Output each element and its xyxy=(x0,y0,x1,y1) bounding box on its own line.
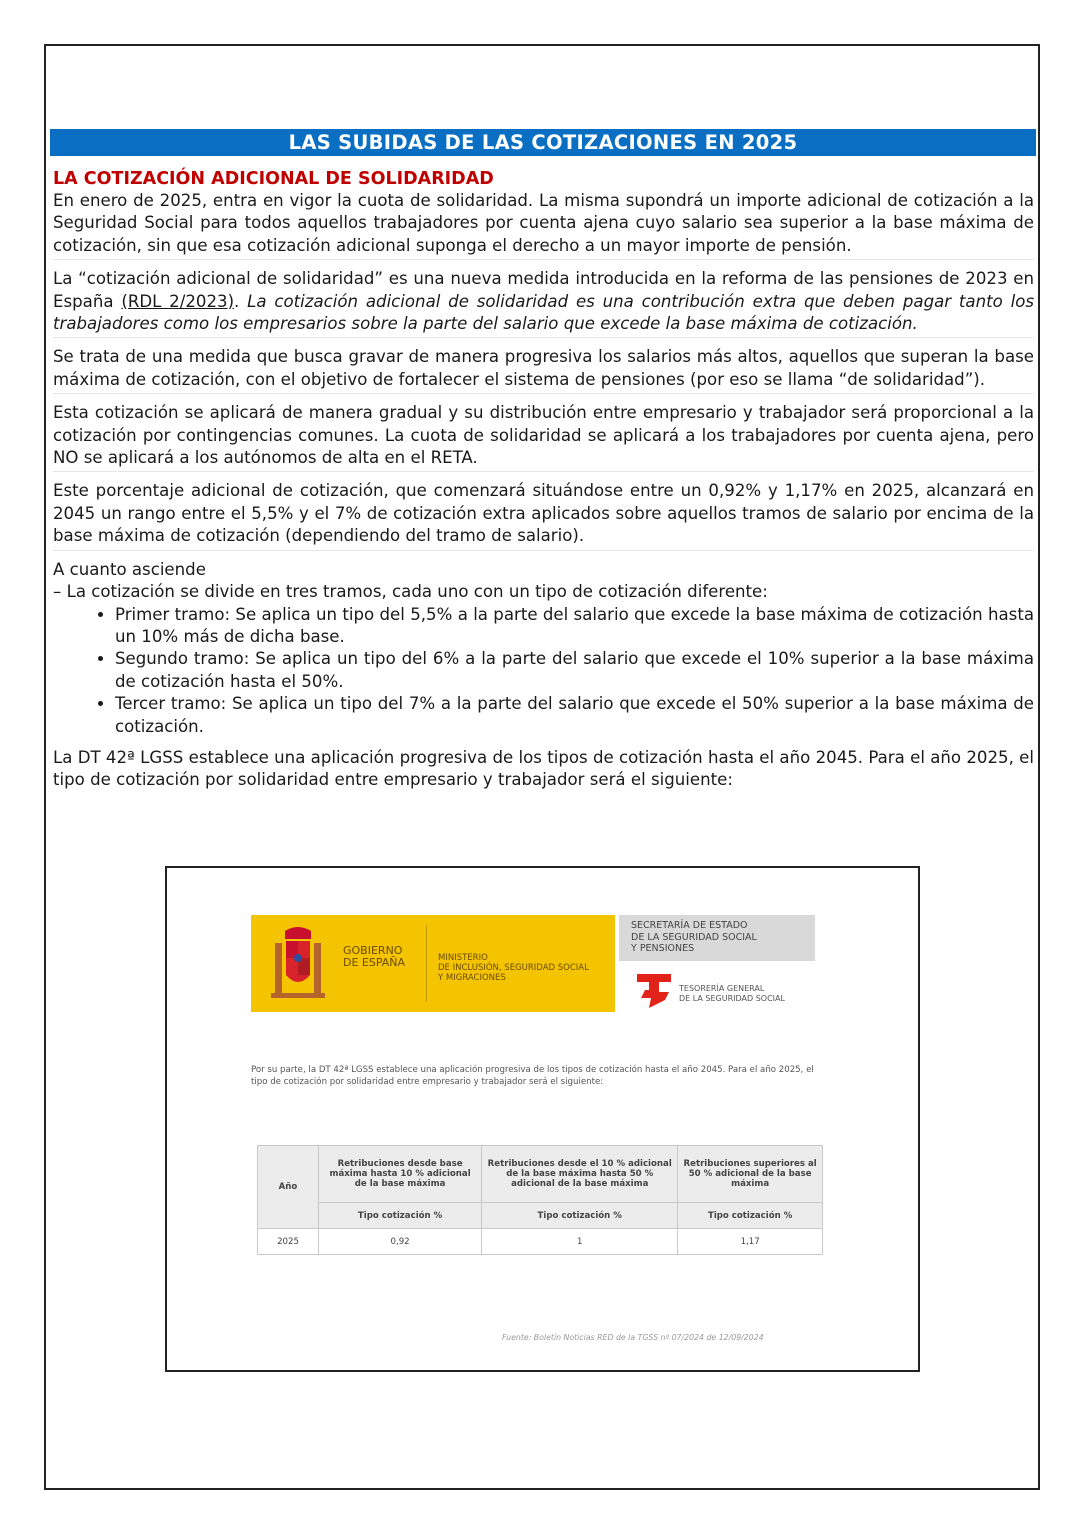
table-cell-value: 1 xyxy=(482,1229,678,1255)
table-subheader: Tipo cotización % xyxy=(319,1203,482,1229)
table-cell-year: 2025 xyxy=(258,1229,319,1255)
paragraph-intro: En enero de 2025, entra en vigor la cuota de solidaridad. La misma supondrá un importe adicional de cotización a la Seguridad Social para todos aquellos trabajadores por cuenta ajena cuyo salario sea superior a la base máxima de cotización, sin que esa cotización adicional suponga el derecho a un mayor importe de pensión. xyxy=(53,190,1034,260)
secretaria-block xyxy=(619,915,815,961)
tgss-figure xyxy=(165,866,920,1372)
gobierno-line: DE ESPAÑA xyxy=(343,956,406,969)
paragraph-distribution: Esta cotización se aplicará de manera gradual y su distribución entre empresario y trabajador será proporcional a la cotización por contingencias comunes. La cuota de solidaridad se aplicará a los trabajadores por cuenta ajena, pero NO se aplicará a los autónomos de alta en el RETA. xyxy=(53,402,1034,472)
table-header-tramo3: Retribuciones superiores al 50 % adicional de la base máxima xyxy=(678,1146,823,1203)
figure-source: Fuente: Boletín Noticias RED de la TGSS nº 07/2024 de 12/09/2024 xyxy=(502,1333,764,1342)
table-row xyxy=(258,1229,823,1255)
table-cell-value: 0,92 xyxy=(319,1229,482,1255)
page-banner: LAS SUBIDAS DE LAS COTIZACIONES EN 2025 xyxy=(50,129,1036,156)
tgss-logo xyxy=(635,968,815,1012)
tgss-label xyxy=(679,984,785,1004)
paragraph-definition xyxy=(53,268,1034,338)
gobierno-label xyxy=(343,945,405,969)
table-cell-value: 1,17 xyxy=(678,1229,823,1255)
gobierno-line: GOBIERNO xyxy=(343,944,403,957)
table-subheader: Tipo cotización % xyxy=(678,1203,823,1229)
secretaria-line: Y PENSIONES xyxy=(631,943,695,954)
gobierno-logo-block xyxy=(251,915,615,1012)
cotizacion-table xyxy=(257,1145,823,1255)
definition-sep: . xyxy=(234,291,248,311)
rdl-link[interactable]: (RDL 2/2023) xyxy=(121,291,235,311)
document-body xyxy=(50,129,1036,792)
tgss-line: TESORERÍA GENERAL xyxy=(679,984,765,993)
ministerio-line: DE INCLUSIÓN, SEGURIDAD SOCIAL xyxy=(438,963,589,973)
ministerio-label xyxy=(438,953,589,983)
tgss-mark-icon xyxy=(635,970,673,1010)
definition-text: La “cotización adicional de solidaridad” es una nueva medida introducida en la reforma de las pensiones de 2023 en España xyxy=(53,269,1034,311)
paragraph-percentages: Este porcentaje adicional de cotización, que comenzará situándose entre un 0,92% y 1,17% en 2025, alcanzará en 2045 un rango entre el 5,5% y el 7% de cotización extra aplicados sobre aquellos tramos de salario por encima de la base máxima de cotización (dependiendo del tramo de salario). xyxy=(53,480,1034,550)
amount-heading: A cuanto asciende xyxy=(53,559,206,579)
figure-intro-text: Por su parte, la DT 42ª LGSS establece una aplicación progresiva de los tipos de cotización hasta el año 2045. Para el año 2025, el tipo de cotización por solidaridad entre empresario y trabajador será el siguiente: xyxy=(251,1065,814,1088)
paragraph-dt42: La DT 42ª LGSS establece una aplicación progresiva de los tipos de cotización hasta el año 2045. Para el año 2025, el tipo de cotización por solidaridad entre empresario y trabajador será el siguiente: xyxy=(53,747,1034,790)
paragraph-purpose: Se trata de una medida que busca gravar de manera progresiva los salarios más altos, aquellos que superan la base máxima de cotización, con el objetivo de fortalecer el sistema de pensiones (por eso se llama “de solidaridad”). xyxy=(53,346,1034,394)
tgss-line: DE LA SEGURIDAD SOCIAL xyxy=(679,994,785,1003)
table-header-year: Año xyxy=(258,1146,319,1229)
list-item: • Tercer tramo: Se aplica un tipo del 7% a la parte del salario que excede el 50% superior a la base máxima de cotización. xyxy=(115,693,1034,738)
table-header-tramo1: Retribuciones desde base máxima hasta 10 % adicional de la base máxima xyxy=(319,1146,482,1203)
ministerio-line: Y MIGRACIONES xyxy=(438,973,506,983)
section-title: LA COTIZACIÓN ADICIONAL DE SOLIDARIDAD xyxy=(53,169,494,189)
list-item: • Segundo tramo: Se aplica un tipo del 6% a la parte del salario que excede el 10% superior a la base máxima de cotización hasta el 50%. xyxy=(115,648,1034,693)
definition-italic: La cotización adicional de solidaridad es una contribución extra que deben pagar tanto los trabajadores como los empresarios sobre la parte del salario que excede la base máxima de cotización. xyxy=(53,291,1034,334)
amount-intro: – La cotización se divide en tres tramos, cada uno con un tipo de cotización diferente: xyxy=(53,582,768,602)
secretaria-label xyxy=(631,920,757,955)
table-header-tramo2: Retribuciones desde el 10 % adicional de la base máxima hasta 50 % adicional de la base máxima xyxy=(482,1146,678,1203)
table-subheader: Tipo cotización % xyxy=(482,1203,678,1229)
coat-of-arms-icon xyxy=(263,923,333,1007)
secretaria-line: SECRETARÍA DE ESTADO xyxy=(631,920,748,931)
tramos-list xyxy=(50,604,1036,738)
secretaria-line: DE LA SEGURIDAD SOCIAL xyxy=(631,931,757,943)
list-item: • Primer tramo: Se aplica un tipo del 5,5% a la parte del salario que excede la base máxima de cotización hasta un 10% más de dicha base. xyxy=(115,604,1034,649)
logo-divider xyxy=(426,925,427,1002)
ministerio-line: MINISTERIO xyxy=(438,953,488,963)
